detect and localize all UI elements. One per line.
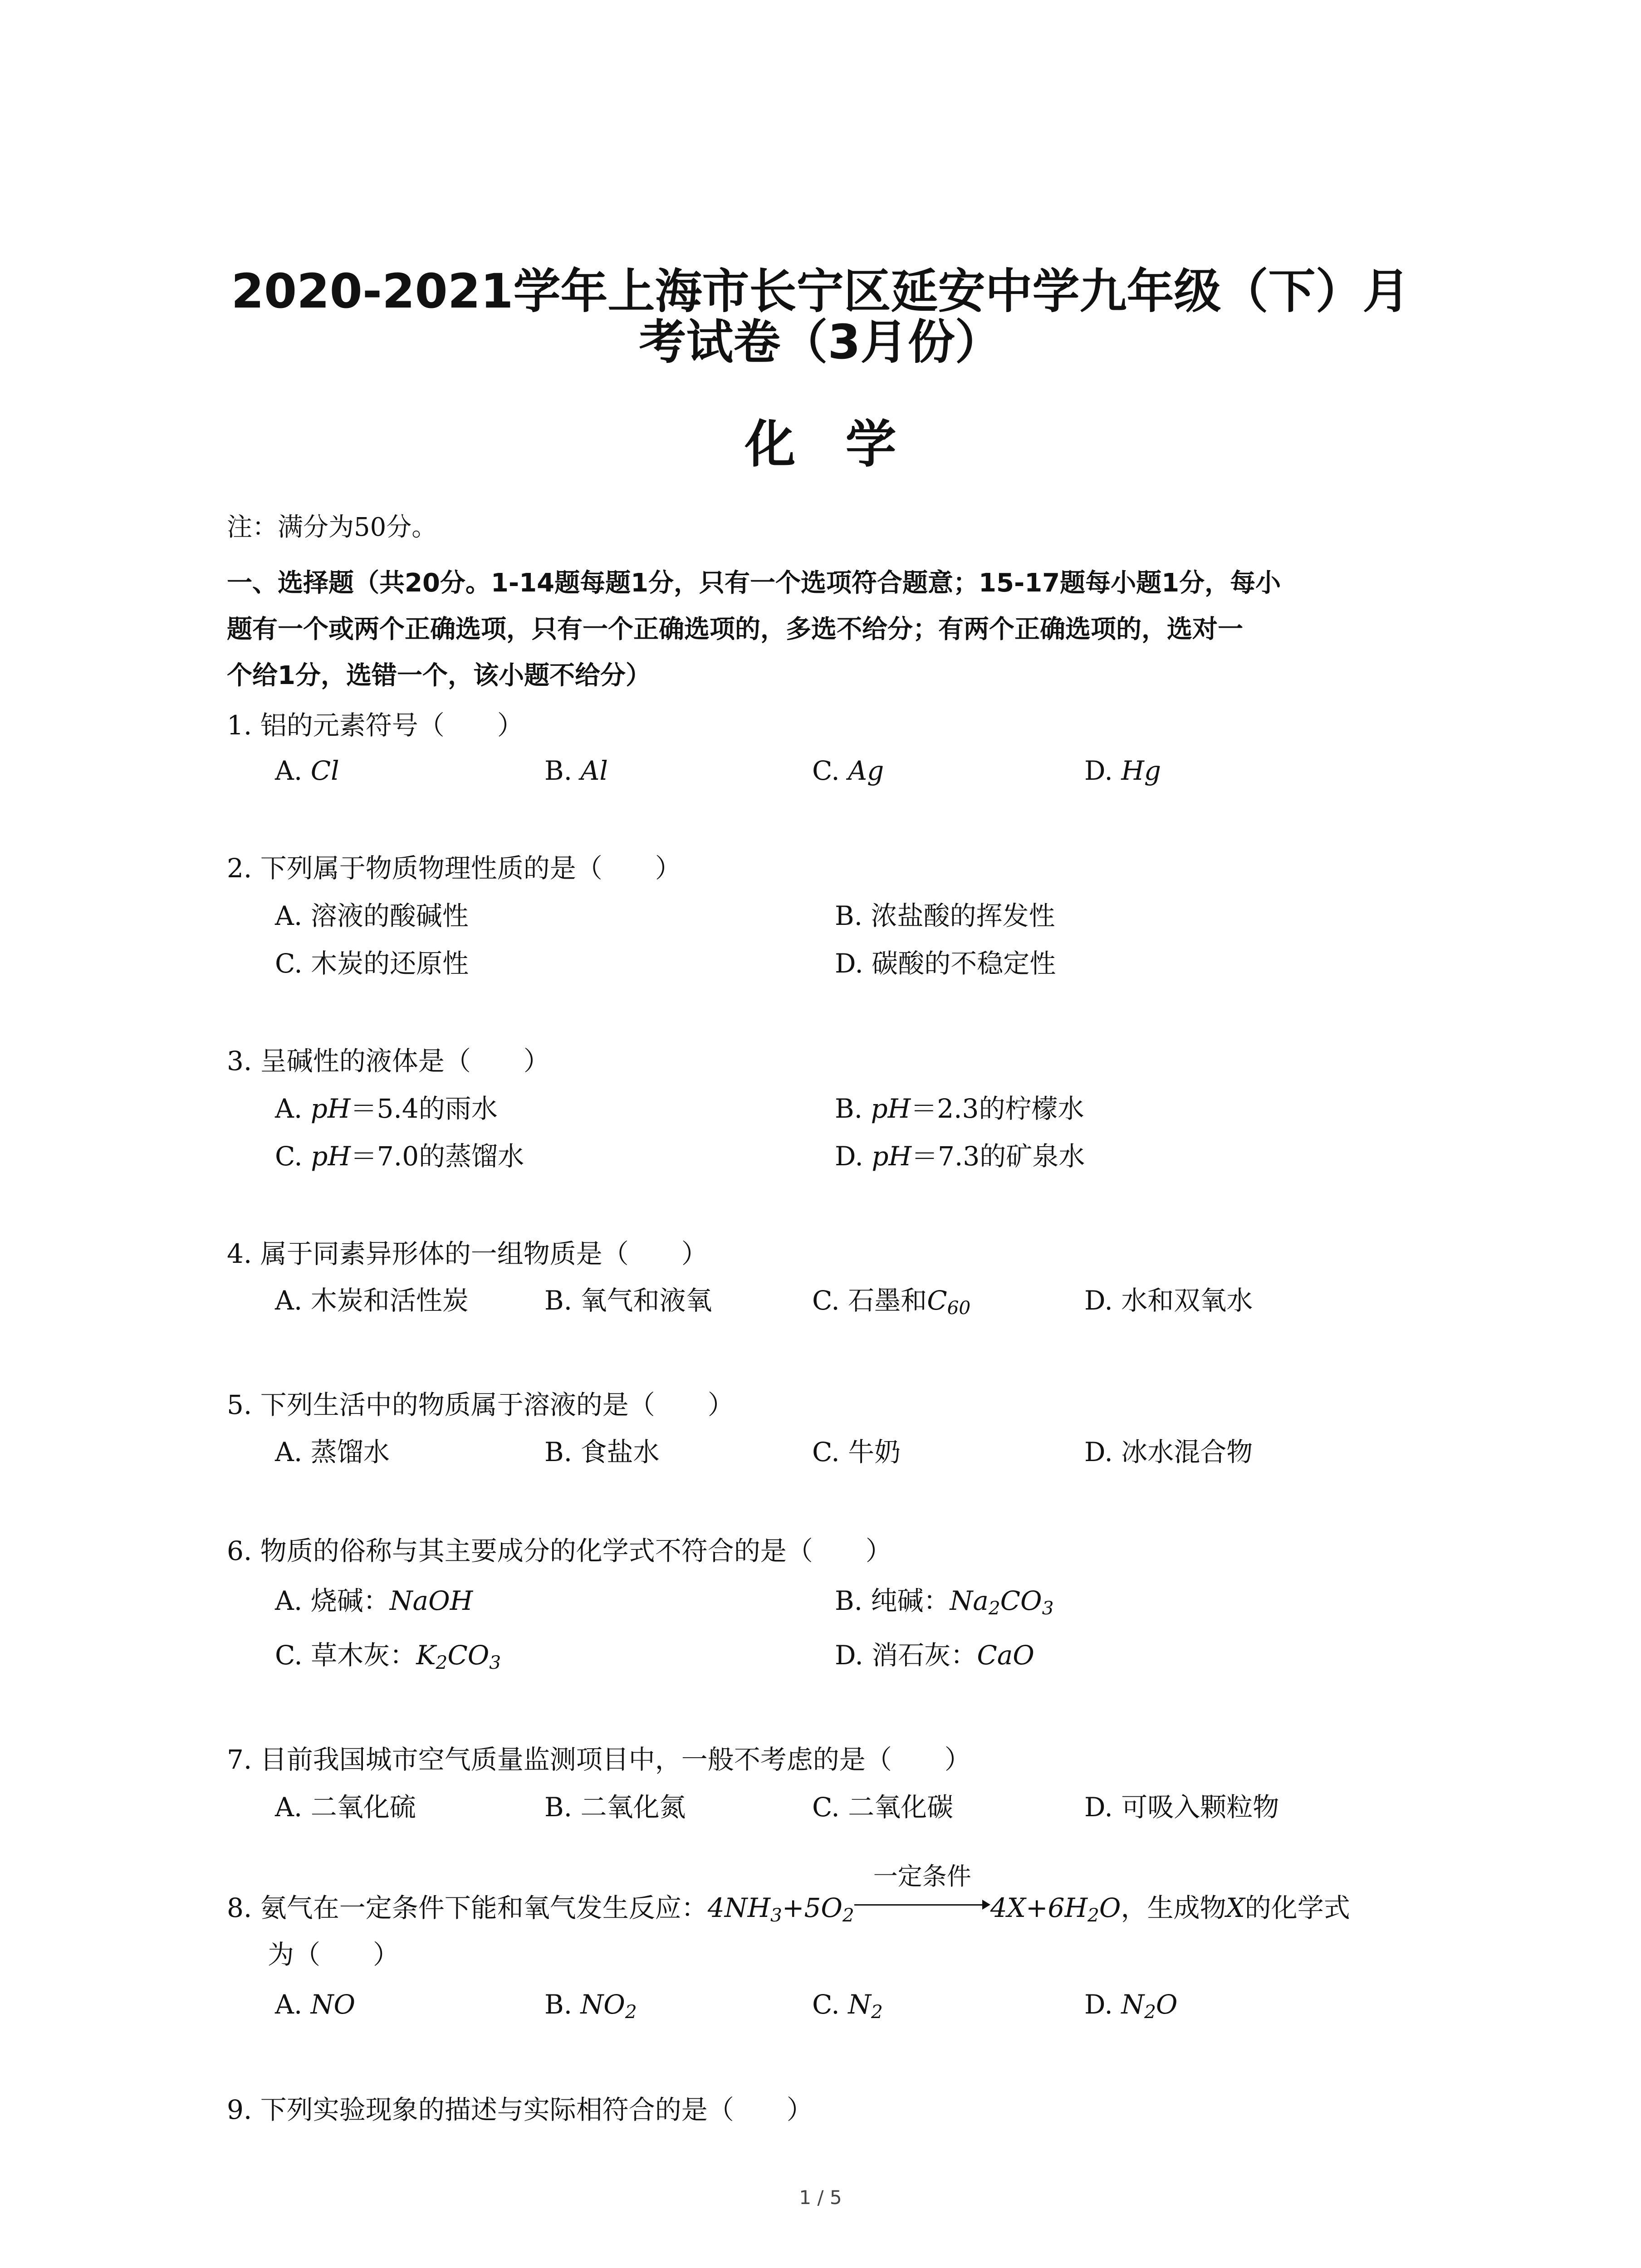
subject-heading: 化学 [745, 415, 946, 474]
q3-option-c: C. pH＝7.0的蒸馏水 [275, 1141, 524, 1172]
q2-option-b: B. 浓盐酸的挥发性 [835, 900, 1055, 931]
q7-option-c: C. 二氧化碳 [812, 1792, 954, 1823]
question-8-stem-line2: 为（ ） [268, 1939, 400, 1970]
q1-option-d: D. Hg [1084, 755, 1161, 786]
section-instructions-line2: 题有一个或两个正确选项，只有一个正确选项的，多选不给分；有两个正确选项的，选对一 [227, 615, 1243, 644]
q1-option-a: A. Cl [275, 755, 339, 786]
section-instructions-line3: 个给1分，选错一个，该小题不给分） [227, 661, 651, 690]
q3-option-a: A. pH＝5.4的雨水 [275, 1093, 498, 1124]
q8-option-d: D. $N_2O$ [1084, 1989, 1178, 2023]
q7-option-d: D. 可吸入颗粒物 [1084, 1792, 1279, 1823]
q6-option-d: D. 消石灰：CaO [835, 1640, 1034, 1671]
section-instructions-line1: 一、选择题（共20分。1-14题每题1分，只有一个选项符合题意；15-17题每小题1分，每小 [227, 568, 1281, 598]
q6-option-c: C. 草木灰：$K_2CO_3$ [275, 1640, 501, 1674]
question-5-stem: 5. 下列生活中的物质属于溶液的是（ ） [227, 1389, 734, 1420]
q8-option-c: C. $N_2$ [812, 1989, 883, 2023]
q4-option-b: B. 氧气和液氧 [544, 1285, 712, 1316]
question-1-stem: 1. 铝的元素符号（ ） [227, 710, 524, 741]
question-4-stem: 4. 属于同素异形体的一组物质是（ ） [227, 1238, 708, 1269]
q3-option-b: B. pH＝2.3的柠檬水 [835, 1093, 1084, 1124]
q5-option-c: C. 牛奶 [812, 1437, 901, 1467]
reaction-equation: $4NH_3+5O_2$ [707, 1892, 854, 1926]
q8-option-b: B. $NO_2$ [544, 1989, 637, 2023]
score-note: 注：满分为50分。 [227, 513, 437, 542]
page-number: 1 / 5 [799, 2186, 842, 2209]
q4-option-d: D. 水和双氧水 [1084, 1285, 1253, 1316]
question-7-stem: 7. 目前我国城市空气质量监测项目中，一般不考虑的是（ ） [227, 1744, 971, 1775]
exam-title-line1: 2020-2021学年上海市长宁区延安中学九年级（下）月 [231, 264, 1410, 319]
question-3-stem: 3. 呈碱性的液体是（ ） [227, 1046, 550, 1076]
exam-title-line2: 考试卷（3月份） [639, 314, 1002, 370]
q8-option-a: A. NO [275, 1989, 356, 2020]
q4-option-c: C. 石墨和$C_{60}$ [812, 1285, 971, 1319]
q1-option-b: B. Al [544, 755, 608, 786]
q6-option-a: A. 烧碱：NaOH [275, 1585, 473, 1616]
q1-option-c: C. Ag [812, 755, 884, 786]
q2-option-a: A. 溶液的酸碱性 [275, 900, 469, 931]
question-9-stem: 9. 下列实验现象的描述与实际相符合的是（ ） [227, 2094, 813, 2125]
q5-option-b: B. 食盐水 [544, 1437, 660, 1467]
q2-option-d: D. 碳酸的不稳定性 [835, 948, 1056, 979]
q4-option-a: A. 木炭和活性炭 [275, 1285, 469, 1316]
q7-option-b: B. 二氧化氮 [544, 1792, 686, 1823]
q5-option-a: A. 蒸馏水 [275, 1437, 390, 1467]
q2-option-c: C. 木炭的还原性 [275, 948, 469, 979]
q6-option-b: B. 纯碱：$Na_2CO_3$ [835, 1585, 1054, 1619]
q7-option-a: A. 二氧化硫 [275, 1792, 416, 1823]
q5-option-d: D. 冰水混合物 [1084, 1437, 1253, 1467]
q3-option-d: D. pH＝7.3的矿泉水 [835, 1141, 1085, 1172]
question-6-stem: 6. 物质的俗称与其主要成分的化学式不符合的是（ ） [227, 1535, 892, 1566]
question-2-stem: 2. 下列属于物质物理性质的是（ ） [227, 853, 681, 884]
reaction-condition: 一定条件 [873, 1862, 971, 1891]
question-8-stem: 8. 氨气在一定条件下能和氧气发生反应：$4NH_3+5O_2$ 一定条件 $4X+6H_2O$，生成物X的化学式 [227, 1862, 1350, 1926]
reaction-arrow [854, 1862, 990, 1917]
